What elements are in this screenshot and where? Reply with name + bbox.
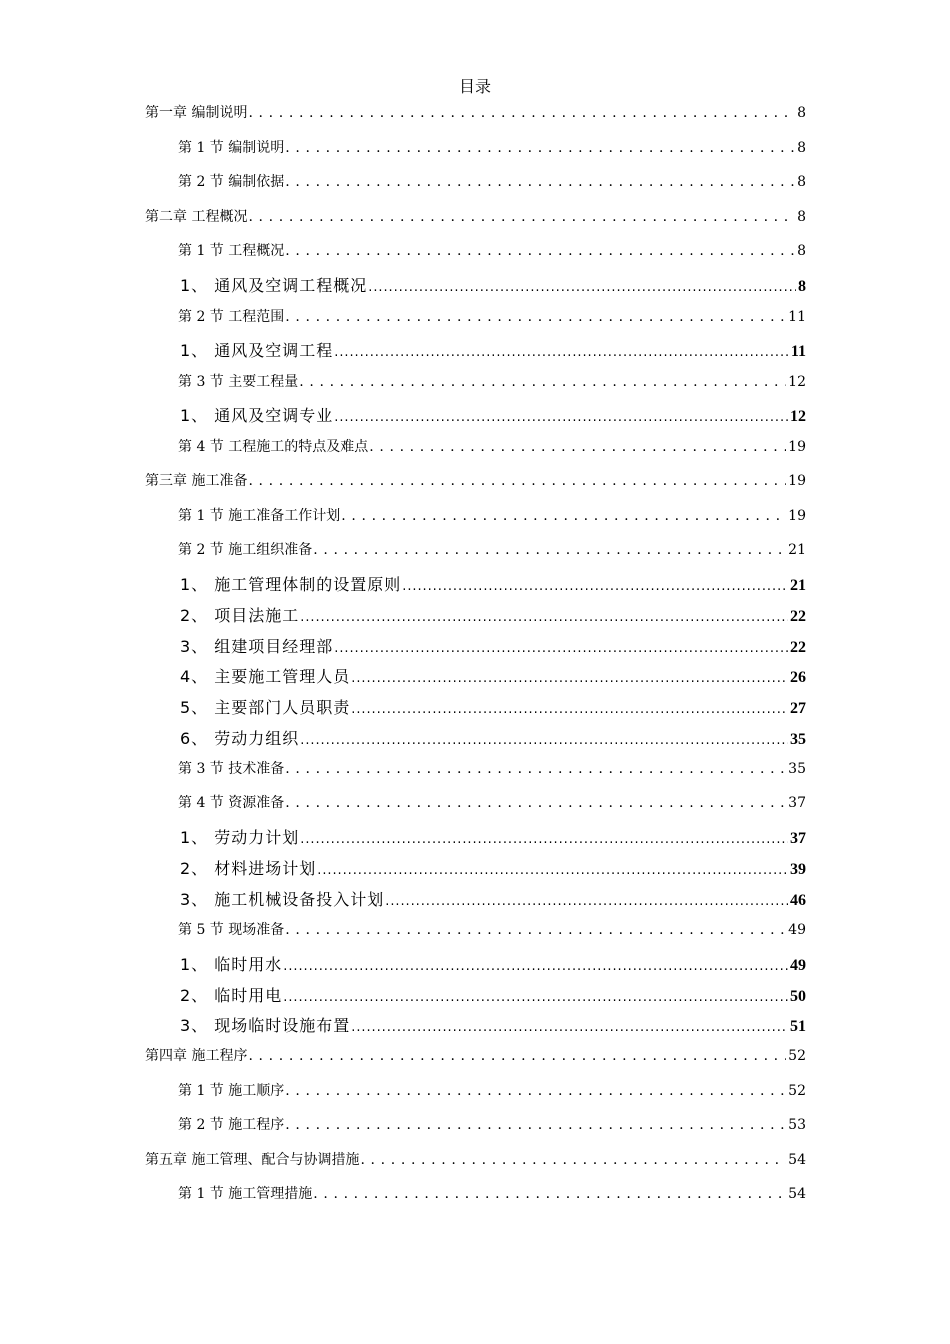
toc-section[interactable] bbox=[0, 1081, 806, 1101]
toc-section[interactable] bbox=[0, 540, 806, 560]
toc-section[interactable] bbox=[0, 437, 806, 457]
toc-item[interactable] bbox=[0, 574, 806, 598]
toc-leader bbox=[248, 1046, 786, 1066]
toc-leader bbox=[285, 793, 786, 813]
toc-entry-text: 第 1 节 施工准备工作计划 bbox=[178, 508, 341, 524]
toc-page-number: 11 bbox=[788, 309, 806, 325]
toc-leader bbox=[285, 138, 795, 158]
toc-leader bbox=[402, 576, 788, 598]
toc-entry-text: 第一章 编制说明 bbox=[145, 105, 248, 121]
toc-entry-text: 第 1 节 工程概况 bbox=[178, 243, 285, 259]
toc-item[interactable] bbox=[0, 636, 806, 660]
toc-leader bbox=[369, 437, 786, 457]
toc-page-number: 8 bbox=[797, 209, 806, 225]
toc-leader bbox=[285, 241, 795, 261]
toc-item[interactable] bbox=[0, 827, 806, 851]
toc-page-number: 46 bbox=[790, 892, 806, 909]
toc-section[interactable] bbox=[0, 172, 806, 192]
toc-page-number: 37 bbox=[790, 830, 806, 847]
toc-leader bbox=[368, 277, 796, 299]
toc-leader bbox=[248, 103, 795, 123]
toc-entry-text: 第三章 施工准备 bbox=[145, 473, 248, 489]
toc-chapter-3[interactable] bbox=[0, 471, 806, 491]
toc-entry-text: 2、 临时用电 bbox=[180, 986, 283, 1005]
toc-section[interactable] bbox=[0, 1115, 806, 1135]
toc-entry-text: 1、 劳动力计划 bbox=[180, 828, 300, 847]
toc-item[interactable] bbox=[0, 954, 806, 978]
toc-page-number: 22 bbox=[790, 639, 806, 656]
toc-page-number: 12 bbox=[790, 408, 806, 425]
toc-page-number: 52 bbox=[788, 1083, 806, 1099]
toc-entry-text: 3、 现场临时设施布置 bbox=[180, 1016, 351, 1035]
toc-section[interactable] bbox=[0, 920, 806, 940]
toc-entry-text: 5、 主要部门人员职责 bbox=[180, 698, 351, 717]
toc-entry-text: 3、 组建项目经理部 bbox=[180, 637, 334, 656]
toc-entry-text: 第二章 工程概况 bbox=[145, 209, 248, 225]
toc-chapter-4[interactable] bbox=[0, 1046, 806, 1066]
toc-leader bbox=[285, 759, 786, 779]
toc-page-number: 39 bbox=[790, 861, 806, 878]
toc-item[interactable] bbox=[0, 697, 806, 721]
toc-item[interactable] bbox=[0, 889, 806, 913]
toc-page-number: 22 bbox=[790, 608, 806, 625]
toc-leader bbox=[351, 1017, 788, 1039]
toc-section[interactable] bbox=[0, 138, 806, 158]
toc-leader bbox=[300, 607, 788, 629]
toc-page-number: 54 bbox=[788, 1152, 806, 1168]
toc-leader bbox=[317, 860, 788, 882]
toc-page-number: 8 bbox=[797, 174, 806, 190]
toc-leader bbox=[248, 207, 795, 227]
toc-page-number: 50 bbox=[790, 988, 806, 1005]
toc-entry-text: 第 1 节 施工顺序 bbox=[178, 1083, 285, 1099]
toc-leader bbox=[334, 407, 788, 429]
toc-page-number: 8 bbox=[798, 278, 806, 295]
toc-title: 目录 bbox=[458, 77, 491, 96]
toc-section[interactable] bbox=[0, 793, 806, 813]
toc-page-number: 21 bbox=[790, 577, 806, 594]
toc-leader bbox=[283, 956, 788, 978]
toc-leader bbox=[351, 668, 788, 690]
toc-item[interactable] bbox=[0, 1015, 806, 1039]
toc-page-number: 27 bbox=[790, 700, 806, 717]
toc-entry-text: 第 2 节 编制依据 bbox=[178, 174, 285, 190]
toc-page-number: 8 bbox=[797, 140, 806, 156]
toc-item[interactable] bbox=[0, 405, 806, 429]
toc-entry-text: 第五章 施工管理、配合与协调措施 bbox=[145, 1152, 360, 1168]
toc-entry-text: 第 3 节 技术准备 bbox=[178, 761, 285, 777]
toc-page-number: 49 bbox=[788, 922, 806, 938]
toc-item[interactable] bbox=[0, 275, 806, 299]
toc-page-number: 53 bbox=[788, 1117, 806, 1133]
toc-entry-text: 2、 材料进场计划 bbox=[180, 859, 317, 878]
toc-page-number: 51 bbox=[790, 1018, 806, 1035]
toc-entry-text: 第 1 节 编制说明 bbox=[178, 140, 285, 156]
toc-page-number: 21 bbox=[788, 542, 806, 558]
toc-leader bbox=[341, 506, 786, 526]
toc-leader bbox=[385, 891, 788, 913]
toc-entry-text: 4、 主要施工管理人员 bbox=[180, 667, 351, 686]
toc-section[interactable] bbox=[0, 506, 806, 526]
toc-leader bbox=[351, 699, 788, 721]
toc-leader bbox=[334, 638, 788, 660]
toc-leader bbox=[299, 372, 786, 392]
toc-leader bbox=[285, 172, 795, 192]
toc-section[interactable] bbox=[0, 241, 806, 261]
toc-page-number: 49 bbox=[790, 957, 806, 974]
toc-leader bbox=[285, 920, 786, 940]
toc-page-number: 35 bbox=[788, 761, 806, 777]
toc-leader bbox=[300, 730, 788, 752]
toc-page-number: 37 bbox=[788, 795, 806, 811]
toc-page-number: 11 bbox=[790, 343, 806, 360]
toc-leader bbox=[248, 471, 786, 491]
toc-leader bbox=[285, 1115, 786, 1135]
toc-entry-text: 第 1 节 施工管理措施 bbox=[178, 1186, 313, 1202]
toc-item[interactable] bbox=[0, 728, 806, 752]
toc-section[interactable] bbox=[0, 1184, 806, 1204]
toc-section[interactable] bbox=[0, 372, 806, 392]
toc-item[interactable] bbox=[0, 340, 806, 364]
toc-entry-text: 第 3 节 主要工程量 bbox=[178, 374, 299, 390]
toc-section[interactable] bbox=[0, 307, 806, 327]
toc-page-number: 8 bbox=[797, 243, 806, 259]
toc-page-number: 19 bbox=[788, 439, 806, 455]
toc-entry-text: 第 2 节 施工程序 bbox=[178, 1117, 285, 1133]
toc-entry-text: 第 4 节 工程施工的特点及难点 bbox=[178, 439, 369, 455]
toc-page-number: 52 bbox=[788, 1048, 806, 1064]
toc-page-number: 12 bbox=[788, 374, 806, 390]
toc-page-number: 35 bbox=[790, 731, 806, 748]
toc-entry-text: 1、 通风及空调专业 bbox=[180, 406, 334, 425]
toc-entry-text: 1、 通风及空调工程概况 bbox=[180, 276, 368, 295]
toc-item[interactable] bbox=[0, 666, 806, 690]
toc-entry-text: 6、 劳动力组织 bbox=[180, 729, 300, 748]
toc-leader bbox=[300, 829, 788, 851]
toc-page-number: 19 bbox=[788, 508, 806, 524]
toc-entry-text: 第 5 节 现场准备 bbox=[178, 922, 285, 938]
toc-leader bbox=[313, 540, 786, 560]
toc-leader bbox=[360, 1150, 786, 1170]
toc-chapter-1[interactable] bbox=[0, 103, 806, 123]
toc-leader bbox=[313, 1184, 786, 1204]
toc-item[interactable] bbox=[0, 858, 806, 882]
toc-entry-text: 1、 施工管理体制的设置原则 bbox=[180, 575, 402, 594]
toc-leader bbox=[334, 342, 789, 364]
toc-entry-text: 1、 临时用水 bbox=[180, 955, 283, 974]
toc-chapter-5[interactable] bbox=[0, 1150, 806, 1170]
toc-entry-text: 2、 项目法施工 bbox=[180, 606, 300, 625]
toc-leader bbox=[285, 307, 786, 327]
toc-page-number: 26 bbox=[790, 669, 806, 686]
toc-chapter-2[interactable] bbox=[0, 207, 806, 227]
toc-section[interactable] bbox=[0, 759, 806, 779]
toc-item[interactable] bbox=[0, 605, 806, 629]
toc-page-number: 8 bbox=[797, 105, 806, 121]
toc-entry-text: 1、 通风及空调工程 bbox=[180, 341, 334, 360]
toc-leader bbox=[285, 1081, 786, 1101]
toc-page-number: 19 bbox=[788, 473, 806, 489]
toc-leader bbox=[283, 987, 788, 1009]
toc-entry-text: 第 2 节 施工组织准备 bbox=[178, 542, 313, 558]
toc-page-number: 54 bbox=[788, 1186, 806, 1202]
toc-entry-text: 第 2 节 工程范围 bbox=[178, 309, 285, 325]
toc-entry-text: 第四章 施工程序 bbox=[145, 1048, 248, 1064]
toc-item[interactable] bbox=[0, 985, 806, 1009]
toc-entry-text: 第 4 节 资源准备 bbox=[178, 795, 285, 811]
toc-entry-text: 3、 施工机械设备投入计划 bbox=[180, 890, 385, 909]
